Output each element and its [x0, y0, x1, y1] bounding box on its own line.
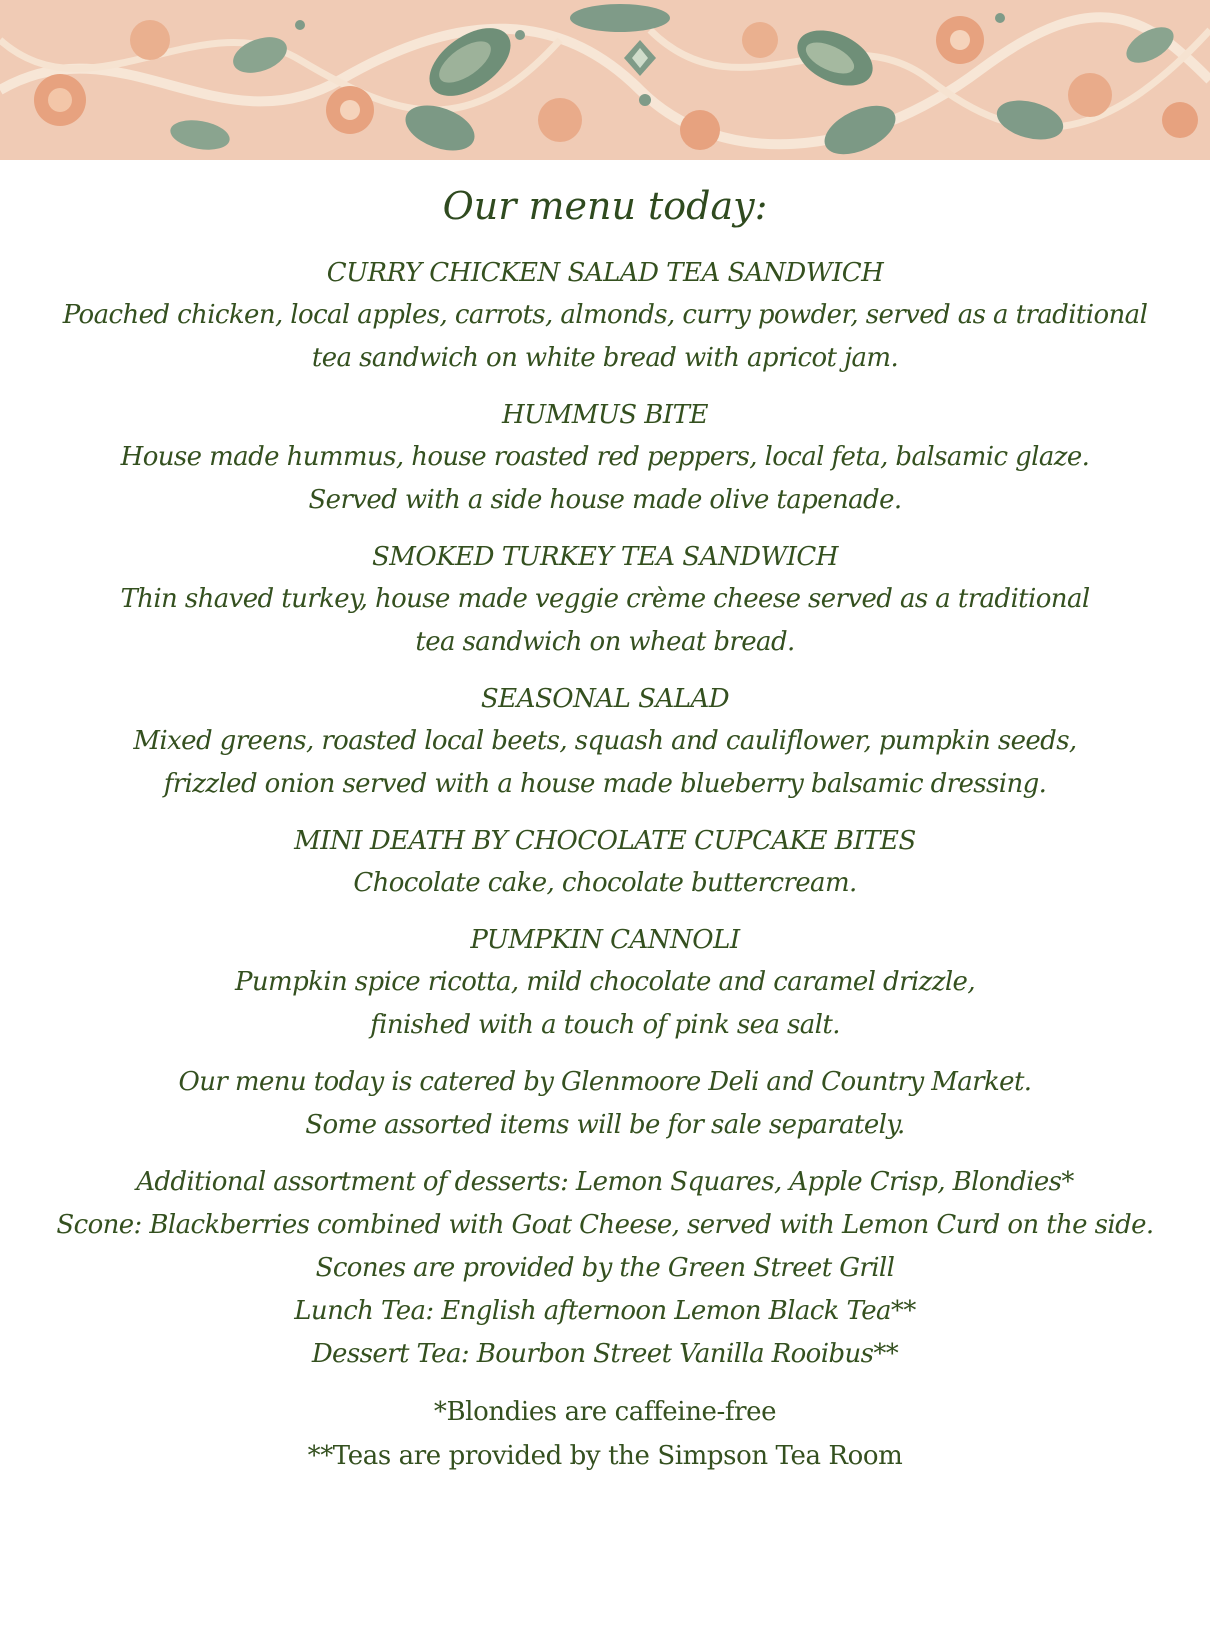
catering-note: [0, 1061, 1210, 1147]
catering-line: Our menu today is catered by Glenmoore Deli and Country Market.: [178, 1067, 1032, 1097]
decorative-floral-banner: [0, 0, 1210, 160]
extras-line: Scone: Blackberries combined with Goat Cheese, served with Lemon Curd on the side.: [56, 1210, 1154, 1240]
menu-item-name: HUMMUS BITE: [501, 400, 709, 430]
menu-item-name: SMOKED TURKEY TEA SANDWICH: [371, 542, 839, 572]
menu-item-description: Served with a side house made olive tapenade.: [308, 485, 902, 515]
extras-line: Scones are provided by the Green Street Grill: [315, 1253, 895, 1283]
menu-content: [0, 182, 1210, 1478]
extras-line: Additional assortment of desserts: Lemon Squares, Apple Crisp, Blondies*: [136, 1167, 1074, 1197]
menu-item-description: frizzled onion served with a house made blueberry balsamic dressing.: [163, 769, 1047, 799]
extras-list: [0, 1161, 1210, 1376]
menu-item: [0, 919, 1210, 1047]
menu-item: [0, 252, 1210, 380]
menu-item-description: Poached chicken, local apples, carrots, almonds, curry powder, served as a traditional: [62, 300, 1148, 330]
extras-line: Lunch Tea: English afternoon Lemon Black Tea**: [294, 1296, 916, 1326]
menu-item-name: SEASONAL SALAD: [480, 684, 730, 714]
footnotes: [0, 1390, 1210, 1478]
menu-item-name: CURRY CHICKEN SALAD TEA SANDWICH: [326, 258, 884, 288]
menu-item-description: tea sandwich on white bread with apricot jam.: [311, 343, 899, 373]
menu-item-description: tea sandwich on wheat bread.: [415, 627, 795, 657]
footnote-line: *Blondies are caffeine-free: [433, 1397, 777, 1427]
menu-item: [0, 394, 1210, 522]
menu-item-name: MINI DEATH BY CHOCOLATE CUPCAKE BITES: [294, 826, 916, 856]
menu-item: [0, 678, 1210, 806]
menu-title: Our menu today:: [442, 184, 768, 228]
floral-pattern-icon: [0, 0, 1210, 160]
menu-item-description: Pumpkin spice ricotta, mild chocolate and caramel drizzle,: [234, 967, 976, 997]
menu-item-description: Thin shaved turkey, house made veggie crème cheese served as a traditional: [120, 584, 1090, 614]
footnote-line: **Teas are provided by the Simpson Tea Room: [307, 1441, 903, 1471]
menu-item-description: House made hummus, house roasted red peppers, local feta, balsamic glaze.: [120, 442, 1090, 472]
menu-item-description: finished with a touch of pink sea salt.: [370, 1010, 840, 1040]
extras-line: Dessert Tea: Bourbon Street Vanilla Rooibus**: [311, 1339, 899, 1369]
menu-item-description: Chocolate cake, chocolate buttercream.: [353, 868, 857, 898]
menu-item: [0, 536, 1210, 664]
menu-item: [0, 820, 1210, 905]
catering-line: Some assorted items will be for sale separately.: [305, 1110, 905, 1140]
menu-item-name: PUMPKIN CANNOLI: [470, 925, 740, 955]
menu-item-description: Mixed greens, roasted local beets, squash and cauliflower, pumpkin seeds,: [133, 726, 1077, 756]
